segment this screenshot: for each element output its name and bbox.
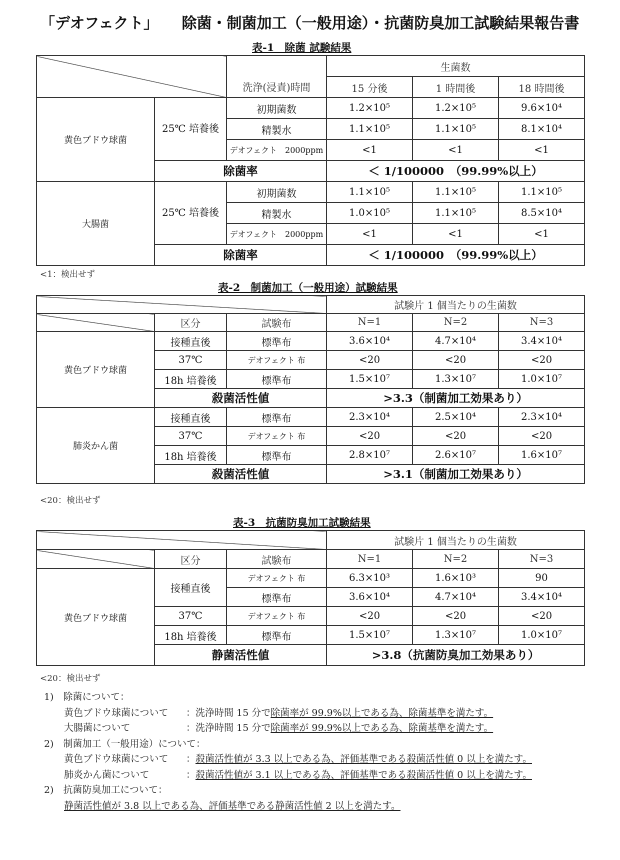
table1-cell: <1 [499, 224, 585, 245]
table2-rate-value: >3.3（制菌加工効果あり） [327, 389, 585, 408]
table1-col-3: 18 時間後 [499, 77, 585, 98]
table1-caption: 表-1 除菌 試験結果 [252, 42, 352, 54]
table2-corner [37, 296, 327, 314]
table2-cell: 2.3×10⁴ [499, 408, 585, 427]
table1-cell: 8.1×10⁴ [499, 119, 585, 140]
table2-organism-2: 肺炎かん菌 [37, 408, 155, 484]
remark-prefix: ： [186, 769, 196, 781]
table1-row-label: デオフェクト 2000ppm [227, 140, 327, 161]
remark-line [44, 721, 604, 737]
report-title [40, 12, 600, 33]
table3-condition-b1: 37℃ [155, 607, 227, 626]
remark-prefix: ：洗浄時間 15 分で [186, 707, 271, 719]
brand-name: 「デオフェクト」 [40, 14, 159, 32]
table1-note: <1：検出せず [40, 270, 96, 280]
table3-cell: 4.7×10⁴ [413, 588, 499, 607]
table2-cloth: 標準布 [227, 332, 327, 351]
table3-rate-value: >3.8（抗菌防臭加工効果あり） [327, 645, 585, 666]
remark-heading-1: 1) 除菌について： [44, 692, 130, 703]
table2-caption: 表-2 制菌加工（一般用途）試験結果 [218, 282, 398, 294]
table2-cell: 1.0×10⁷ [499, 370, 585, 389]
remark-text: 殺菌活性値が 3.3 以上である為、評価基準である殺菌活性値 0 以上を満たす。 [195, 754, 532, 765]
table1-cell: 1.0×10⁵ [327, 203, 413, 224]
table1-cell: 1.1×10⁵ [413, 119, 499, 140]
table3-header-kubun: 区分 [155, 550, 227, 569]
table2-col-3: N=3 [499, 314, 585, 332]
table2-cell: 1.6×10⁷ [499, 446, 585, 465]
table3-cell: 1.3×10⁷ [413, 626, 499, 645]
table2-rate-label: 殺菌活性値 [155, 465, 327, 484]
table3-cell: 3.6×10⁴ [327, 588, 413, 607]
table3-col-1: N=1 [327, 550, 413, 569]
table1-cell: 1.1×10⁵ [413, 182, 499, 203]
table3-cloth: 標準布 [227, 588, 327, 607]
table3-cell: 1.5×10⁷ [327, 626, 413, 645]
table2-condition: 18h 培養後 [155, 370, 227, 389]
table1-row-label: デオフェクト 2000ppm [227, 224, 327, 245]
table2-col-1: N=1 [327, 314, 413, 332]
remark-prefix: ： [186, 754, 196, 765]
remark-text: 除菌率が 99.9%以上である為、除菌基準を満たす。 [270, 707, 494, 719]
table1-cell: 8.5×10⁴ [499, 203, 585, 224]
table3-condition-a: 接種直後 [155, 569, 227, 607]
table2-cell: 4.7×10⁴ [413, 332, 499, 351]
table1-corner [37, 56, 227, 98]
table1-row-label: 精製水 [227, 119, 327, 140]
table3-cloth: 標準布 [227, 626, 327, 645]
table3-cell: 1.0×10⁷ [499, 626, 585, 645]
table1-cell: 1.2×10⁵ [413, 98, 499, 119]
table1-cell: <1 [327, 140, 413, 161]
table3-cell: 1.6×10³ [413, 569, 499, 588]
table2 [36, 295, 585, 484]
table3-cloth: デオフェクト 布 [227, 607, 327, 626]
remark-text: 殺菌活性値が 3.1 以上である為、評価基準である殺菌活性値 0 以上を満たす。 [195, 769, 532, 781]
table2-cell: 1.5×10⁷ [327, 370, 413, 389]
table2-cell: 3.6×10⁴ [327, 332, 413, 351]
remark-label: 黄色ブドウ球菌について [64, 707, 169, 719]
table1-condition-2: 25℃ 培養後 [155, 182, 227, 245]
table1-rate-label: 除菌率 [155, 245, 327, 266]
table1-cell: <1 [413, 140, 499, 161]
table2-cell: <20 [327, 427, 413, 446]
table1-header-time [227, 56, 327, 98]
table3-organism: 黄色ブドウ球菌 [37, 569, 155, 666]
table2-header-group: 試験片 1 個当たりの生菌数 [327, 296, 585, 314]
table1-cell: 1.1×10⁵ [499, 182, 585, 203]
remark-prefix: ：洗浄時間 15 分で [186, 723, 271, 734]
table2-condition: 37℃ [155, 351, 227, 370]
table2-col-2: N=2 [413, 314, 499, 332]
table3-cell: 90 [499, 569, 585, 588]
table1-cell: 9.6×10⁴ [499, 98, 585, 119]
table2-cell: 2.5×10⁴ [413, 408, 499, 427]
table1-rate-value: ＜ 1/100000 （99.99%以上） [327, 161, 585, 182]
table2-header-kubun: 区分 [155, 314, 227, 332]
remark-label: 黄色ブドウ球菌について [64, 754, 169, 765]
table2-header-cloth: 試験布 [227, 314, 327, 332]
table1-cell: 1.1×10⁵ [327, 119, 413, 140]
table3-cloth: デオフェクト 布 [227, 569, 327, 588]
table1-row-label: 精製水 [227, 203, 327, 224]
table2-cell: <20 [499, 427, 585, 446]
table1-cell: <1 [327, 224, 413, 245]
table2-cell: 3.4×10⁴ [499, 332, 585, 351]
table3-cell: <20 [327, 607, 413, 626]
table1-cell: 1.1×10⁵ [413, 203, 499, 224]
table2-condition: 37℃ [155, 427, 227, 446]
table1-col-2: 1 時間後 [413, 77, 499, 98]
table2-cloth: 標準布 [227, 408, 327, 427]
remark-line [44, 706, 604, 722]
table2-cell: 2.6×10⁷ [413, 446, 499, 465]
table2-condition: 接種直後 [155, 332, 227, 351]
table1-cell: <1 [413, 224, 499, 245]
table2-condition: 18h 培養後 [155, 446, 227, 465]
table3-cell: 3.4×10⁴ [499, 588, 585, 607]
table2-cell: <20 [327, 351, 413, 370]
remark-line [44, 752, 604, 768]
table3-note: <20：検出せず [40, 674, 101, 684]
table1-header-group: 生菌数 [327, 56, 585, 77]
table2-corner-cell [37, 314, 155, 332]
table3-cell: <20 [499, 607, 585, 626]
table1-condition-1: 25℃ 培養後 [155, 98, 227, 161]
table2-cell: <20 [499, 351, 585, 370]
table2-rate-label: 殺菌活性値 [155, 389, 327, 408]
remark-heading-3: 2) 抗菌防臭加工について： [44, 785, 168, 796]
table2-organism-1: 黄色ブドウ球菌 [37, 332, 155, 408]
table1-header-time-text: 洗浄(浸責)時間 [242, 83, 311, 94]
table2-cloth: デオフェクト 布 [227, 351, 327, 370]
table1-cell: 1.1×10⁵ [327, 182, 413, 203]
table2-cell: 2.3×10⁴ [327, 408, 413, 427]
table2-rate-value: >3.1（制菌加工効果あり） [327, 465, 585, 484]
table3-cell: 6.3×10³ [327, 569, 413, 588]
table2-cloth: 標準布 [227, 446, 327, 465]
table1 [36, 55, 585, 266]
table2-cell: 1.3×10⁷ [413, 370, 499, 389]
table1-rate-value: ＜ 1/100000 （99.99%以上） [327, 245, 585, 266]
remark-text: 静菌活性値が 3.8 以上である為、評価基準である静菌活性値 2 以上を満たす。 [64, 800, 401, 812]
table1-cell: <1 [499, 140, 585, 161]
table3-corner [37, 531, 327, 550]
table2-condition: 接種直後 [155, 408, 227, 427]
table2-cell: <20 [413, 351, 499, 370]
table2-note: <20：検出せず [40, 496, 101, 506]
remark-label: 大腸菌について [64, 723, 131, 734]
table3-corner-cell [37, 550, 155, 569]
table1-organism-1: 黄色ブドウ球菌 [37, 98, 155, 182]
table3-header-cloth: 試験布 [227, 550, 327, 569]
remark-text: 除菌率が 99.9%以上である為、除菌基準を満たす。 [270, 723, 494, 734]
table2-cloth: デオフェクト 布 [227, 427, 327, 446]
remark-line [44, 768, 604, 784]
table1-row-label: 初期菌数 [227, 98, 327, 119]
remark-heading-2: 2) 制菌加工（一般用途）について： [44, 738, 206, 750]
table3-cell: <20 [413, 607, 499, 626]
table2-cell: <20 [413, 427, 499, 446]
table1-cell: 1.2×10⁵ [327, 98, 413, 119]
table3 [36, 530, 585, 666]
table3-rate-label: 静菌活性値 [155, 645, 327, 666]
remarks [44, 690, 604, 814]
table3-condition-b2: 18h 培養後 [155, 626, 227, 645]
table2-cloth: 標準布 [227, 370, 327, 389]
table3-header-group: 試験片 1 個当たりの生菌数 [327, 531, 585, 550]
report-title-text: 除菌・制菌加工（一般用途）・抗菌防臭加工試験結果報告書 [181, 14, 580, 32]
remark-label: 肺炎かん菌について [64, 769, 150, 781]
table3-caption: 表-3 抗菌防臭加工試験結果 [233, 517, 371, 529]
remark-line [44, 799, 604, 815]
table1-col-1: 15 分後 [327, 77, 413, 98]
table1-organism-2: 大腸菌 [37, 182, 155, 266]
table2-cell: 2.8×10⁷ [327, 446, 413, 465]
table1-row-label: 初期菌数 [227, 182, 327, 203]
table3-col-2: N=2 [413, 550, 499, 569]
table1-rate-label: 除菌率 [155, 161, 327, 182]
table3-col-3: N=3 [499, 550, 585, 569]
